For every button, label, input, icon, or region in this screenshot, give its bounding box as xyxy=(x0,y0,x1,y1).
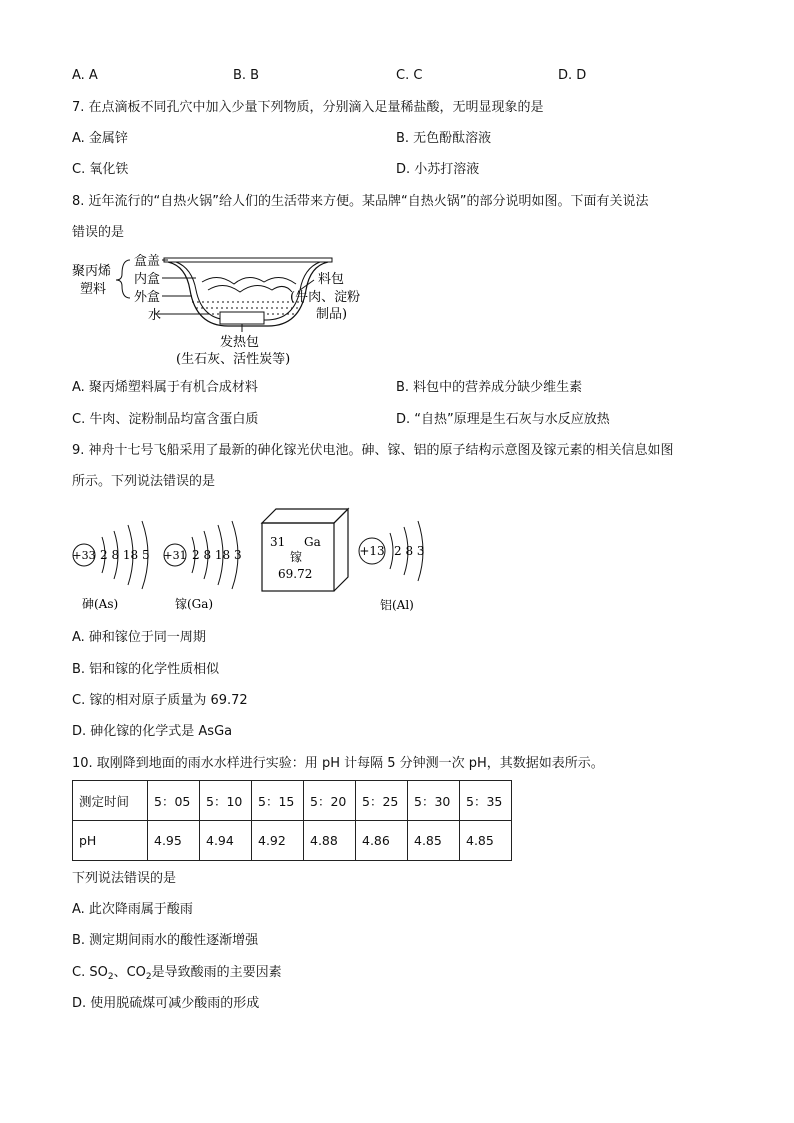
q10-question: 下列说法错误的是 xyxy=(72,871,177,886)
time-cell: 5：35 xyxy=(460,781,512,821)
ingredient-pack-detail-2: 制品) xyxy=(316,307,348,322)
water-label: 水 xyxy=(148,308,162,323)
ph-cell: 4.94 xyxy=(200,821,252,861)
time-cell: 5：05 xyxy=(148,781,200,821)
q8-option-b: B. 料包中的营养成分缺少维生素 xyxy=(396,380,583,395)
ga-atomic-mass: 69.72 xyxy=(278,567,313,581)
inner-box-label: 内盒 xyxy=(134,272,161,287)
q9-stem-line2: 所示。下列说法错误的是 xyxy=(72,474,216,489)
ph-cell: 4.88 xyxy=(304,821,356,861)
q6-option-a: A. A xyxy=(72,68,98,83)
q10-option-a: A. 此次降雨属于酸雨 xyxy=(72,902,193,917)
q10-option-c: C. $SO_2$、$CO_2$是导致酸雨的主要因素 xyxy=(72,965,282,982)
q8-option-d: D. “自热”原理是生石灰与水反应放热 xyxy=(396,412,610,427)
q9-option-b: B. 铝和镓的化学性质相似 xyxy=(72,662,220,677)
al-nucleus: +13 xyxy=(359,544,385,558)
q7-option-d: D. 小苏打溶液 xyxy=(396,162,480,177)
q7-stem: 7. 在点滴板不同孔穴中加入少量下列物质，分别滴入足量稀盐酸，无明显现象的是 xyxy=(72,100,544,115)
ph-cell: 4.95 xyxy=(148,821,200,861)
ph-cell: 4.85 xyxy=(460,821,512,861)
q6-option-d: D. D xyxy=(558,68,587,83)
ga-name: 镓(Ga) xyxy=(175,597,214,611)
ga-nucleus: +31 xyxy=(163,549,187,562)
time-cell: 5：25 xyxy=(356,781,408,821)
heat-pack-label: 发热包 xyxy=(220,335,260,350)
polymer-label-1: 聚丙烯 xyxy=(72,264,112,279)
q7-option-c: C. 氧化铁 xyxy=(72,162,129,177)
ga-chinese-name: 镓 xyxy=(290,550,303,564)
lid-label: 盒盖 xyxy=(134,254,161,269)
ga-symbol: Ga xyxy=(304,535,321,549)
time-cell: 5：10 xyxy=(200,781,252,821)
q9-option-c: C. 镓的相对原子质量为 69.72 xyxy=(72,693,248,708)
q9-stem-line1: 9. 神舟十七号飞船采用了最新的砷化镓光伏电池。砷、镓、铝的原子结构示意图及镓元素的相关信息如图 xyxy=(72,443,674,458)
q7-option-a: A. 金属锌 xyxy=(72,131,128,146)
ph-cell: 4.92 xyxy=(252,821,304,861)
q7-option-b: B. 无色酚酞溶液 xyxy=(396,131,492,146)
time-cell: 5：15 xyxy=(252,781,304,821)
ph-cell: 4.85 xyxy=(408,821,460,861)
q10-stem: 10. 取刚降到地面的雨水水样进行实验：用 pH 计每隔 5 分钟测一次 pH，其数据如表所示。 xyxy=(72,756,604,771)
q10-option-b: B. 测定期间雨水的酸性逐渐增强 xyxy=(72,933,259,948)
as-nucleus: +33 xyxy=(72,549,96,562)
ga-atomic-number: 31 xyxy=(270,535,286,549)
atomic-structure-figure xyxy=(68,505,448,617)
q8-option-c: C. 牛肉、淀粉制品均富含蛋白质 xyxy=(72,412,259,427)
q8-stem-line2: 错误的是 xyxy=(72,225,125,240)
table-row-ph xyxy=(73,821,512,861)
time-header: 测定时间 xyxy=(73,781,148,821)
self-heating-hotpot-diagram xyxy=(68,250,388,370)
polymer-label-2: 塑料 xyxy=(80,282,107,297)
al-name: 铝(Al) xyxy=(380,598,414,612)
outer-box-label: 外盒 xyxy=(134,290,161,305)
q9-option-a: A. 砷和镓位于同一周期 xyxy=(72,630,206,645)
as-shells: 2 8 18 5 xyxy=(100,548,150,562)
q10-option-d: D. 使用脱硫煤可减少酸雨的形成 xyxy=(72,996,260,1011)
q9-option-d: D. 砷化镓的化学式是 AsGa xyxy=(72,724,233,739)
al-shells: 2 8 3 xyxy=(394,544,425,558)
ph-data-table xyxy=(72,780,512,861)
ga-shells: 2 8 18 3 xyxy=(192,548,242,562)
as-name: 砷(As) xyxy=(82,597,119,611)
ingredient-pack-detail-1: (牛肉、淀粉 xyxy=(290,290,361,305)
ingredient-pack-label: 料包 xyxy=(318,272,345,287)
time-cell: 5：20 xyxy=(304,781,356,821)
q6-option-b: B. B xyxy=(233,68,260,83)
q6-option-c: C. C xyxy=(396,68,423,83)
q8-stem-line1: 8. 近年流行的“自热火锅”给人们的生活带来方便。某品牌“自热火锅”的部分说明如图。下面有关说法 xyxy=(72,194,649,209)
table-row-time xyxy=(73,781,512,821)
ph-header: pH xyxy=(73,821,148,861)
time-cell: 5：30 xyxy=(408,781,460,821)
heat-pack-detail: (生石灰、活性炭等) xyxy=(176,352,291,367)
q8-option-a: A. 聚丙烯塑料属于有机合成材料 xyxy=(72,380,258,395)
ph-cell: 4.86 xyxy=(356,821,408,861)
